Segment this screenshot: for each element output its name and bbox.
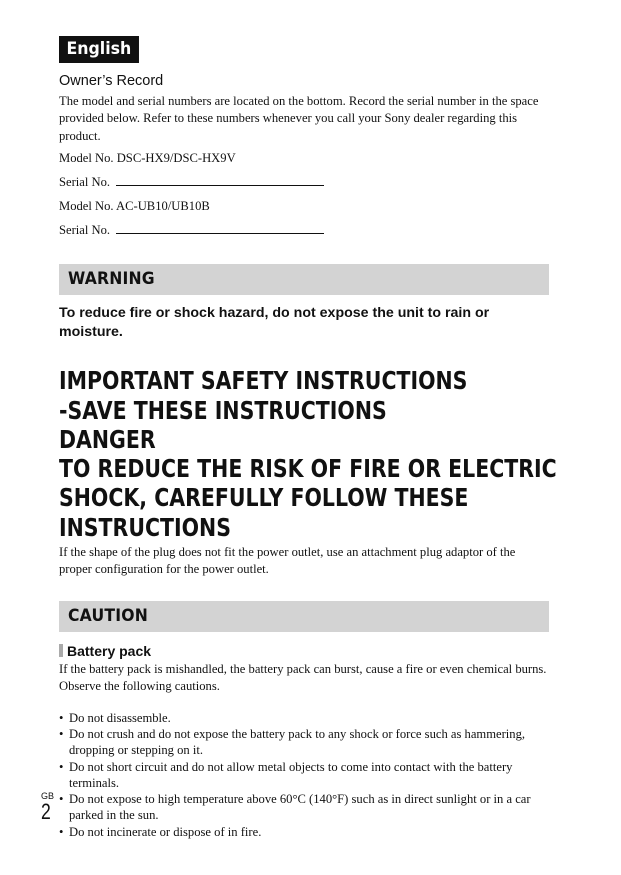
list-item-text: Do not short circuit and do not allow metal objects to come into contact with the battery terminals. — [69, 759, 513, 790]
page-number-block — [41, 791, 55, 823]
model-number-adaptor — [59, 199, 549, 214]
safety-line: IMPORTANT SAFETY INSTRUCTIONS — [59, 366, 468, 396]
serial-number-adaptor — [59, 223, 549, 238]
list-item-text: Do not expose to high temperature above 60°C (140°F) such as in direct sunlight or in a car parked in the sun. — [69, 792, 531, 823]
manual-page-content — [59, 36, 557, 840]
page-number: 2 — [41, 799, 51, 824]
warning-heading-bar — [59, 264, 549, 295]
battery-pack-subheading — [59, 642, 549, 660]
region-code: GB — [41, 791, 55, 801]
list-item-text: Do not disassemble. — [69, 710, 171, 725]
serial-number-adaptor-label: Serial No. — [59, 223, 111, 238]
subheading-marker — [59, 644, 63, 657]
battery-intro: If the battery pack is mishandled, the battery pack can burst, cause a fire or even chemical burns. Observe the following cautions. — [59, 661, 547, 694]
list-item — [59, 824, 549, 840]
list-item-text: Do not incinerate or dispose of in fire. — [69, 824, 262, 839]
language-badge: English — [59, 36, 139, 63]
serial-number-camera-blank — [116, 175, 324, 186]
model-number-camera-text: Model No. DSC-HX9/DSC-HX9V — [59, 151, 236, 166]
list-item — [59, 759, 549, 792]
safety-line: -SAVE THESE INSTRUCTIONS — [59, 395, 387, 425]
serial-number-adaptor-blank — [116, 223, 324, 234]
safety-line: SHOCK, CAREFULLY FOLLOW THESE — [59, 483, 469, 513]
bullet-icon: • — [59, 726, 64, 741]
warning-heading: WARNING — [68, 269, 155, 290]
bullet-icon: • — [59, 824, 64, 839]
model-number-camera — [59, 151, 549, 166]
battery-cautions-list — [59, 710, 549, 840]
plug-note: If the shape of the plug does not fit the power outlet, use an attachment plug adaptor of the proper configuration for the power outlet. — [59, 545, 516, 577]
battery-pack-label: Battery pack — [67, 642, 152, 659]
list-item-text: Do not crush and do not expose the battery pack to any shock or force such as hammering, dropping or stepping on it. — [69, 726, 526, 758]
bullet-icon: • — [59, 759, 64, 774]
serial-number-camera-label: Serial No. — [59, 175, 111, 190]
owners-record-title: Owner’s Record — [59, 73, 164, 89]
caution-heading-bar — [59, 601, 549, 632]
bullet-icon: • — [59, 710, 64, 725]
owners-record-intro: The model and serial numbers are located on the bottom. Record the serial number in the space provided below. Refer to these numbers whenever you call your Sony dealer regarding this product. — [59, 94, 539, 143]
list-item — [59, 726, 549, 759]
list-item — [59, 710, 549, 726]
safety-line: DANGER — [59, 424, 156, 454]
model-number-adaptor-text: Model No. AC-UB10/UB10B — [59, 199, 210, 214]
serial-number-camera — [59, 175, 549, 190]
safety-line: TO REDUCE THE RISK OF FIRE OR ELECTRIC — [59, 454, 557, 484]
caution-heading: CAUTION — [68, 605, 148, 626]
safety-line: INSTRUCTIONS — [59, 512, 231, 542]
warning-text: To reduce fire or shock hazard, do not expose the unit to rain or moisture. — [59, 305, 490, 341]
list-item — [59, 791, 549, 824]
bullet-icon: • — [59, 792, 64, 807]
safety-instructions-heading — [59, 366, 557, 542]
